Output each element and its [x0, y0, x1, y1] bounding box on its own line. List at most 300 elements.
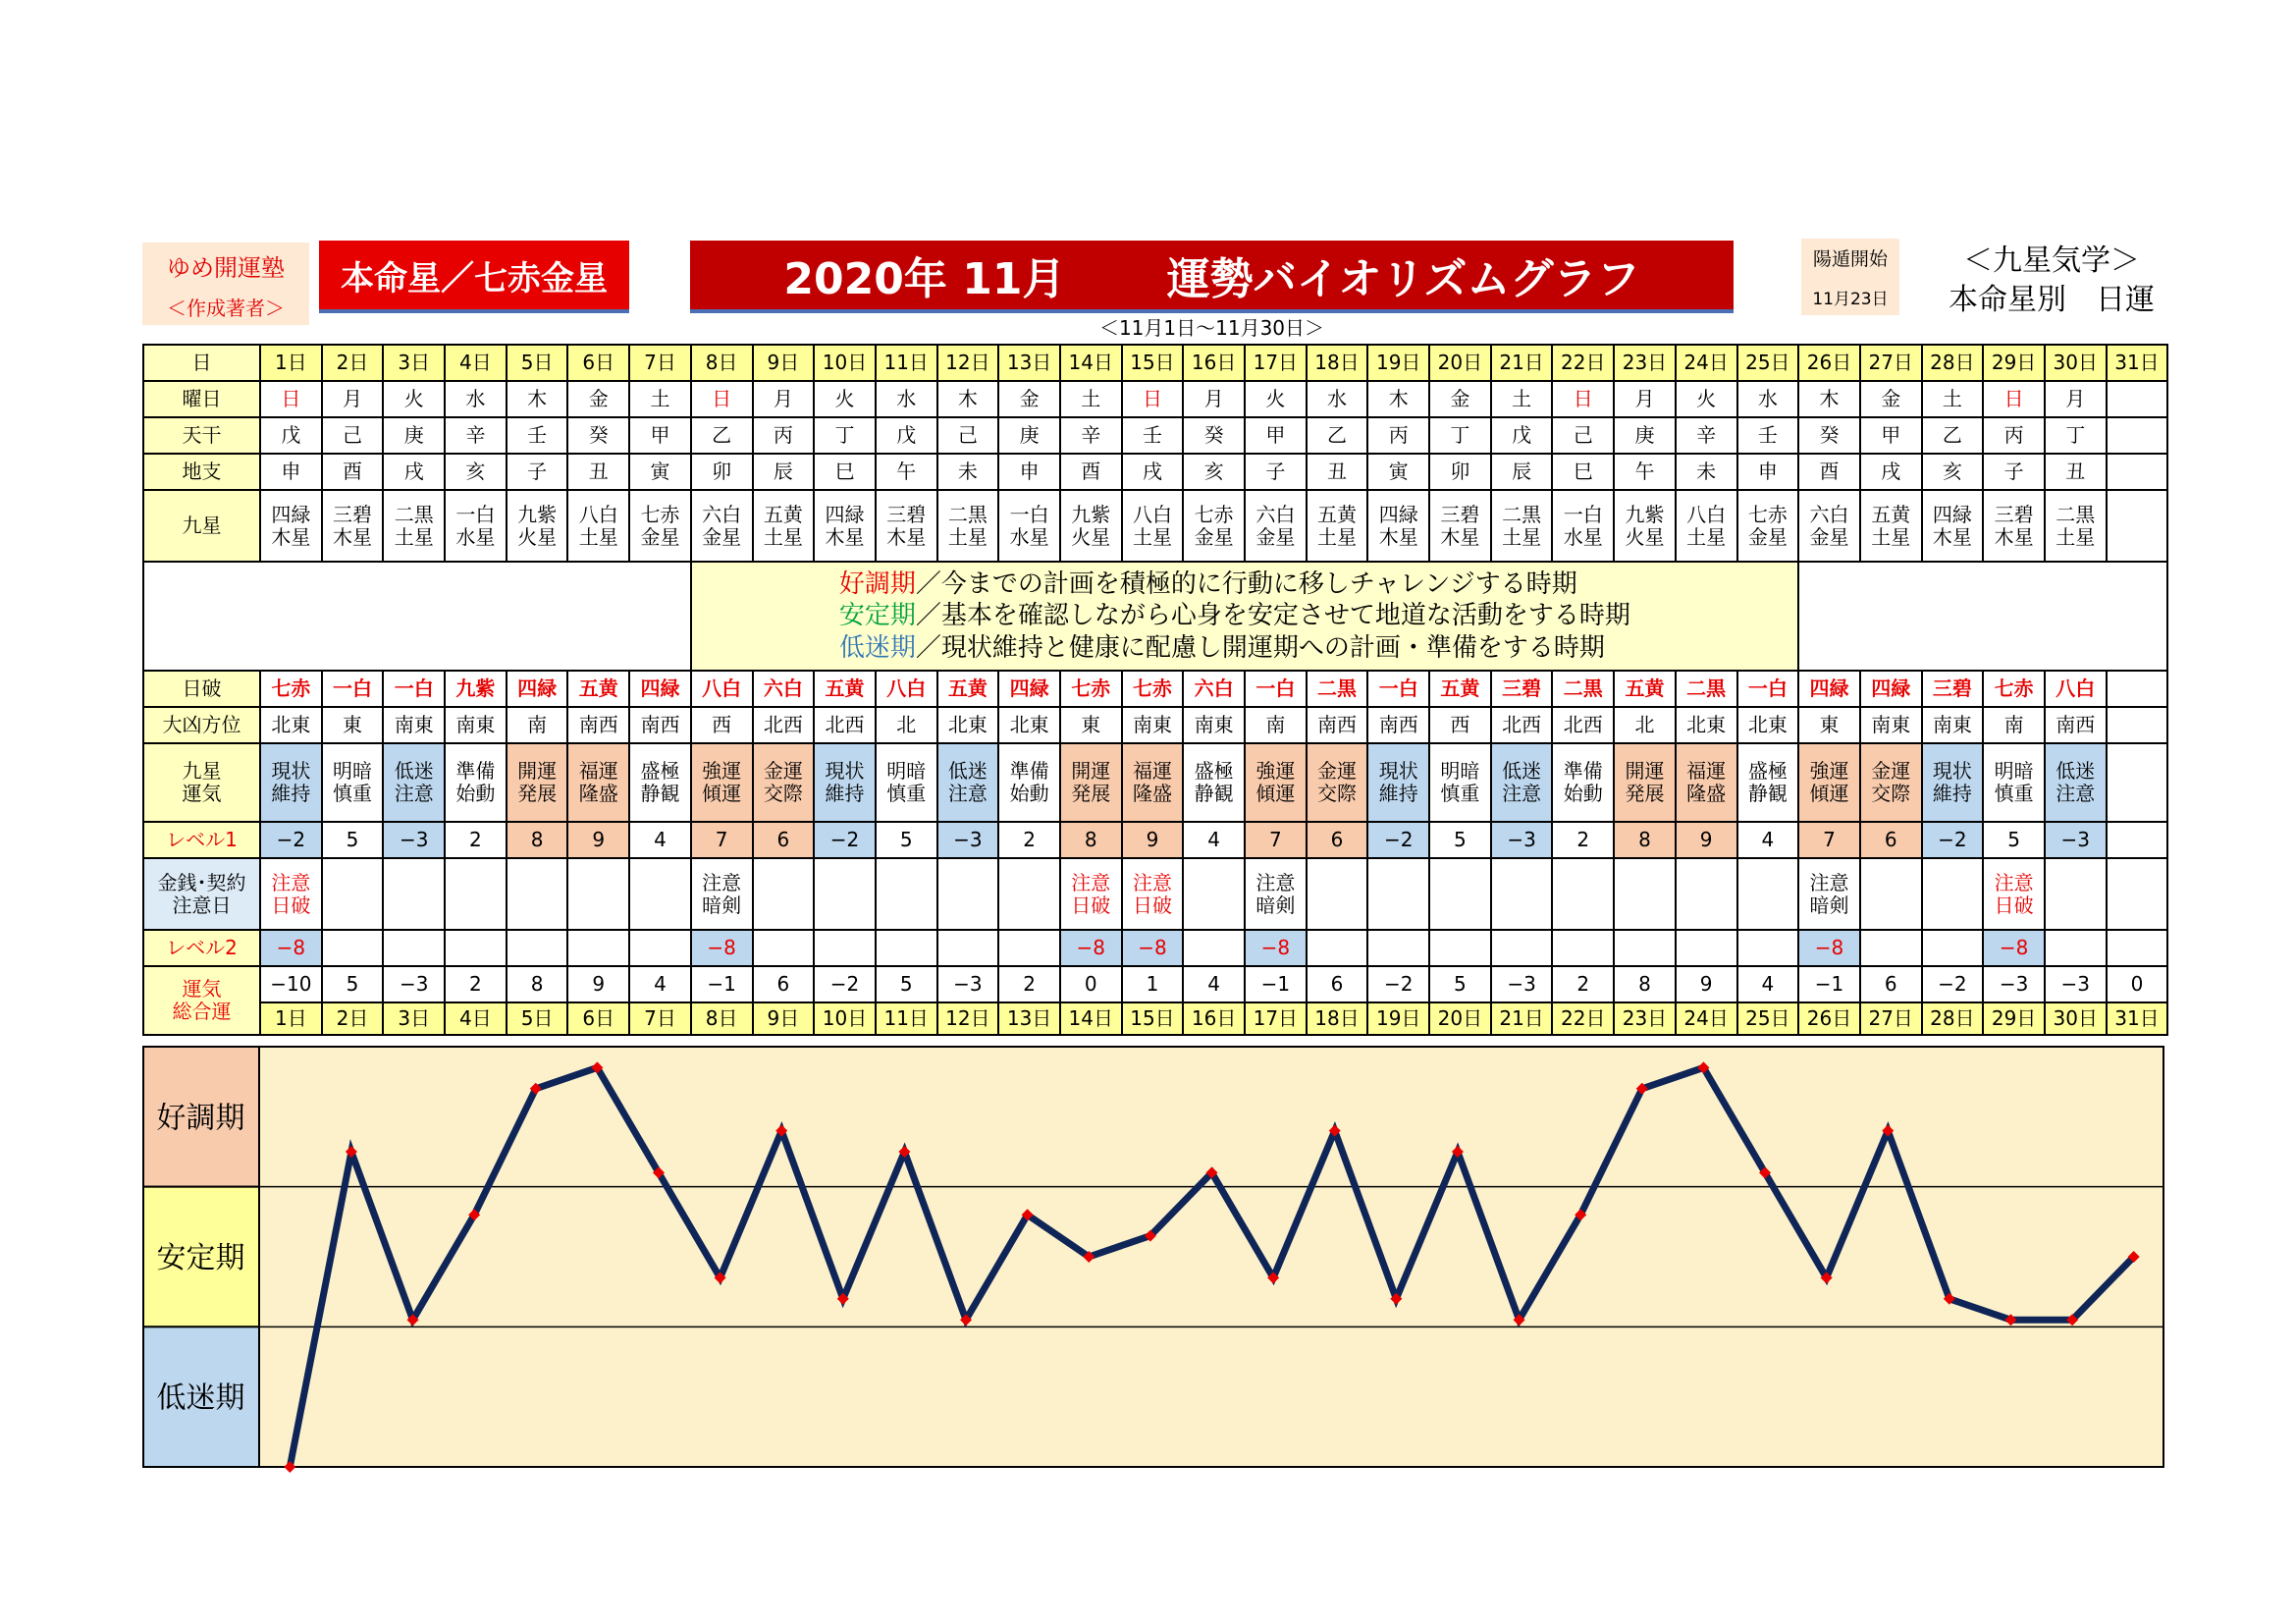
legend-term: 低迷期 — [838, 632, 916, 663]
direction-row-cell: 南東 — [1860, 707, 1922, 743]
kyusei-cell — [322, 490, 384, 562]
day-footer-cell: 20日 — [1429, 1002, 1491, 1035]
school-box — [142, 243, 309, 325]
chishi-row-cell: 酉 — [322, 454, 384, 490]
fortune-label — [143, 743, 260, 822]
cell-line-1: 開運 — [1625, 759, 1665, 783]
money-cell — [1307, 858, 1368, 930]
cell-line-2: 交際 — [1317, 782, 1358, 805]
tenkan-row-cell: 壬 — [1737, 417, 1799, 454]
weekday-row-cell: 水 — [1307, 381, 1368, 417]
day-footer-cell: 22日 — [1552, 1002, 1614, 1035]
cell-line-1: 現状 — [825, 759, 865, 783]
cell-line-1: 五黄 — [1871, 502, 1911, 526]
tenkan-row-cell: 乙 — [1307, 417, 1368, 454]
level2-cell: −8 — [1122, 930, 1184, 966]
kyusei-cell — [567, 490, 629, 562]
level1-cell: 5 — [1983, 822, 2045, 858]
level2-cell — [876, 930, 937, 966]
total-cell: 6 — [1860, 966, 1922, 1002]
day-row-cell: 5日 — [507, 345, 568, 381]
day-row-cell: 28日 — [1922, 345, 1984, 381]
chishi-row-cell: 丑 — [567, 454, 629, 490]
level1-cell: 5 — [322, 822, 384, 858]
cell-line-2: 総合運 — [172, 1000, 232, 1023]
level2-cell: −8 — [1245, 930, 1307, 966]
school-name: ゆめ開運塾 — [167, 254, 285, 282]
weekday-row-cell: 月 — [1614, 381, 1676, 417]
cell-line-2: 暗剣 — [1255, 893, 1296, 917]
tenkan-row-cell: 戊 — [876, 417, 937, 454]
cell-line-2: 隆盛 — [578, 782, 618, 805]
cell-line-1: 注意 — [271, 870, 311, 894]
day-row-cell: 12日 — [937, 345, 999, 381]
legend-line — [839, 632, 1797, 665]
weekday-row-cell: 日 — [691, 381, 753, 417]
chishi-row-cell: 寅 — [629, 454, 691, 490]
cell-line-2: 発展 — [517, 782, 558, 805]
tenkan-row-cell: 癸 — [1183, 417, 1245, 454]
direction-row-cell: 北西 — [753, 707, 815, 743]
tenkan-row-cell: 庚 — [1614, 417, 1676, 454]
cell-line-2: 日破 — [1071, 893, 1111, 917]
weekday-row-cell: 水 — [1737, 381, 1799, 417]
weekday-row-cell: 火 — [1676, 381, 1737, 417]
cell-line-1: 六白 — [702, 502, 742, 526]
chishi-row-cell: 亥 — [1183, 454, 1245, 490]
direction-row-cell: 北東 — [937, 707, 999, 743]
money-cell — [629, 858, 691, 930]
cell-line-1: 準備 — [1009, 759, 1049, 783]
day-footer-cell: 8日 — [691, 1002, 753, 1035]
tenkan-row-cell: 丁 — [814, 417, 876, 454]
chishi-row-cell: 申 — [260, 454, 322, 490]
cell-line-2: 維持 — [1932, 782, 1972, 805]
chishi-row-cell: 戌 — [383, 454, 445, 490]
money-cell — [260, 858, 322, 930]
nippa-row-cell: 八白 — [876, 671, 937, 707]
honmeisei-banner: 本命星／七赤金星 — [319, 241, 629, 313]
nippa-row-cell: 五黄 — [1429, 671, 1491, 707]
fortune-cell — [322, 743, 384, 822]
cell-line-2: 木星 — [886, 524, 927, 549]
cell-line-2: 木星 — [333, 524, 373, 549]
nippa-row-cell: 四緑 — [629, 671, 691, 707]
total-cell: −3 — [383, 966, 445, 1002]
weekday-label: 曜日 — [143, 381, 260, 417]
fortune-cell — [445, 743, 507, 822]
money-cell — [1491, 858, 1553, 930]
level1-cell: 9 — [1122, 822, 1184, 858]
day-footer-cell: 14日 — [1060, 1002, 1122, 1035]
money-cell — [322, 858, 384, 930]
level1-cell: −2 — [814, 822, 876, 858]
cell-line-1: 明暗 — [1994, 759, 2034, 783]
cell-line-1: 八白 — [578, 502, 618, 526]
direction-row-cell: 東 — [322, 707, 384, 743]
fortune-cell — [629, 743, 691, 822]
cell-line-1: 明暗 — [333, 759, 373, 783]
money-cell — [814, 858, 876, 930]
day-header-label: 日 — [143, 345, 260, 381]
money-cell — [1922, 858, 1984, 930]
weekday-row-cell: 木 — [1367, 381, 1429, 417]
day-row-cell: 1日 — [260, 345, 322, 381]
day-footer-cell: 11日 — [876, 1002, 937, 1035]
day-row-cell: 22日 — [1552, 345, 1614, 381]
level1-cell: 8 — [1614, 822, 1676, 858]
cell-line-1: 盛極 — [640, 759, 680, 783]
fortune-cell — [1860, 743, 1922, 822]
weekday-row-cell: 木 — [1798, 381, 1860, 417]
cell-line-2: 維持 — [1378, 782, 1418, 805]
day-footer-cell: 2日 — [322, 1002, 384, 1035]
day-footer-cell: 3日 — [383, 1002, 445, 1035]
cell-line-1: 八白 — [1132, 502, 1172, 526]
kyusei-cell — [1367, 490, 1429, 562]
cell-line-2: 隆盛 — [1686, 782, 1727, 805]
level2-cell — [1860, 930, 1922, 966]
kyusei-label: 九星 — [143, 490, 260, 562]
fortune-cell — [1922, 743, 1984, 822]
kyusei-cell — [1798, 490, 1860, 562]
total-cell: 8 — [507, 966, 568, 1002]
day-row-cell: 21日 — [1491, 345, 1553, 381]
money-cell — [937, 858, 999, 930]
cell-line-2: 土星 — [1871, 524, 1911, 549]
cell-line-1: 注意 — [1809, 870, 1849, 894]
weekday-row-cell: 木 — [507, 381, 568, 417]
day-row-cell: 2日 — [322, 345, 384, 381]
level2-cell — [445, 930, 507, 966]
cell-line-1: 九紫 — [1625, 502, 1665, 526]
fortune-cell — [937, 743, 999, 822]
day-footer-cell: 6日 — [567, 1002, 629, 1035]
level1-cell: 4 — [1183, 822, 1245, 858]
weekday-row-cell: 日 — [260, 381, 322, 417]
direction-label: 大凶方位 — [143, 707, 260, 743]
tenkan-row-cell: 丁 — [2045, 417, 2107, 454]
money-cell — [1429, 858, 1491, 930]
tenkan-row-cell: 辛 — [1676, 417, 1737, 454]
cell-line-2: 交際 — [763, 782, 803, 805]
tenkan-row-cell: 辛 — [1060, 417, 1122, 454]
money-cell — [1122, 858, 1184, 930]
chishi-row-cell: 亥 — [1922, 454, 1984, 490]
level2-cell — [1614, 930, 1676, 966]
cell-line-1: 一白 — [455, 502, 496, 526]
level2-cell — [1676, 930, 1737, 966]
day-row-cell: 27日 — [1860, 345, 1922, 381]
day-row-cell: 4日 — [445, 345, 507, 381]
cell-line-1: 盛極 — [1747, 759, 1788, 783]
cell-line-2: 水星 — [1009, 524, 1049, 549]
weekday-row-cell: 土 — [1491, 381, 1553, 417]
cell-line-1: 三碧 — [886, 502, 927, 526]
chishi-row-cell: 卯 — [1429, 454, 1491, 490]
total-cell: −1 — [1798, 966, 1860, 1002]
day-footer-cell: 27日 — [1860, 1002, 1922, 1035]
cell-line-1: 低迷 — [1502, 759, 1542, 783]
cell-line-2: 注意 — [947, 782, 988, 805]
cell-line-1: 九紫 — [1071, 502, 1111, 526]
tenkan-row-cell: 癸 — [1798, 417, 1860, 454]
fortune-cell — [998, 743, 1060, 822]
kyusei-cell — [1922, 490, 1984, 562]
level1-cell: 6 — [1307, 822, 1368, 858]
fortune-cell — [876, 743, 937, 822]
nippa-row-cell: 四緑 — [507, 671, 568, 707]
total-cell: 6 — [1307, 966, 1368, 1002]
tenkan-row-cell: 辛 — [445, 417, 507, 454]
cell-line-1: 一白 — [1009, 502, 1049, 526]
cell-line-2: 傾運 — [702, 782, 742, 805]
cell-line-2: 維持 — [271, 782, 311, 805]
total-cell: 9 — [567, 966, 629, 1002]
cell-line-2: 隆盛 — [1132, 782, 1172, 805]
tenkan-row-cell: 乙 — [691, 417, 753, 454]
nippa-row-cell: 一白 — [1367, 671, 1429, 707]
level1-cell: 7 — [1245, 822, 1307, 858]
nippa-row-cell: 二黒 — [1552, 671, 1614, 707]
cell-line-2: 水星 — [1563, 524, 1603, 549]
level2-cell — [814, 930, 876, 966]
biorhythm-chart — [142, 1041, 2164, 1473]
fortune-cell — [567, 743, 629, 822]
nippa-row-cell: 七赤 — [1983, 671, 2045, 707]
total-cell: −2 — [1922, 966, 1984, 1002]
total-row — [143, 966, 2167, 1002]
cell-line-1: 強運 — [702, 759, 742, 783]
cell-line-2: 金星 — [1809, 524, 1849, 549]
level1-cell: 2 — [998, 822, 1060, 858]
level2-cell — [1429, 930, 1491, 966]
total-cell: 6 — [753, 966, 815, 1002]
cell-line-1: 盛極 — [1194, 759, 1234, 783]
direction-row-cell: 南西 — [1307, 707, 1368, 743]
fortune-cell — [753, 743, 815, 822]
kyusei-cell — [445, 490, 507, 562]
chishi-row-cell: 卯 — [691, 454, 753, 490]
day-footer-cell: 17日 — [1245, 1002, 1307, 1035]
cell-line-2: 土星 — [763, 524, 803, 549]
chishi-row-cell: 午 — [1614, 454, 1676, 490]
page-title: 2020年 11月 運勢バイオリズムグラフ — [690, 241, 1734, 313]
day-row-cell: 11日 — [876, 345, 937, 381]
cell-line-1: 強運 — [1809, 759, 1849, 783]
level2-cell — [629, 930, 691, 966]
fortune-table — [142, 344, 2168, 1036]
direction-row-cell: 南東 — [1122, 707, 1184, 743]
money-cell — [2107, 858, 2168, 930]
money-row — [143, 858, 2167, 930]
band-label: 好調期 — [156, 1101, 245, 1136]
tenkan-row-cell: 己 — [937, 417, 999, 454]
money-cell — [691, 858, 753, 930]
direction-row-cell: 東 — [1060, 707, 1122, 743]
nippa-label: 日破 — [143, 671, 260, 707]
money-label — [143, 858, 260, 930]
cell-line-1: 明暗 — [886, 759, 927, 783]
kyusei-cell — [1614, 490, 1676, 562]
level2-cell — [1183, 930, 1245, 966]
money-cell — [998, 858, 1060, 930]
tenkan-row-cell: 己 — [322, 417, 384, 454]
level1-cell: −2 — [1922, 822, 1984, 858]
cell-line-1: 注意 — [1994, 870, 2034, 894]
cell-line-2: 発展 — [1625, 782, 1665, 805]
nippa-row-cell: 五黄 — [1614, 671, 1676, 707]
tenkan-row-cell: 甲 — [1245, 417, 1307, 454]
direction-row-cell: 南西 — [2045, 707, 2107, 743]
day-row-cell: 3日 — [383, 345, 445, 381]
nippa-row-cell: 二黒 — [1676, 671, 1737, 707]
kyusei-cell — [1737, 490, 1799, 562]
day-footer-cell: 4日 — [445, 1002, 507, 1035]
day-footer-row — [143, 1002, 2167, 1035]
fortune-cell — [1122, 743, 1184, 822]
cell-line-2: 木星 — [271, 524, 311, 549]
level2-cell — [1367, 930, 1429, 966]
level2-cell — [2045, 930, 2107, 966]
cell-line-1: 金運 — [1317, 759, 1358, 783]
chishi-row-cell — [2107, 454, 2168, 490]
legend-blank-left — [143, 562, 691, 671]
nippa-row-cell — [2107, 671, 2168, 707]
fortune-cell — [1491, 743, 1553, 822]
day-footer-cell: 23日 — [1614, 1002, 1676, 1035]
yoton-box — [1801, 239, 1899, 315]
chishi-row-cell: 戌 — [1860, 454, 1922, 490]
level2-row — [143, 930, 2167, 966]
level2-cell — [1307, 930, 1368, 966]
cell-line-1: 二黒 — [1502, 502, 1542, 526]
cell-line-2: 暗剣 — [702, 893, 742, 917]
cell-line-2: 傾運 — [1809, 782, 1849, 805]
money-cell — [1983, 858, 2045, 930]
tenkan-row-cell: 丙 — [1983, 417, 2045, 454]
level2-cell: −8 — [691, 930, 753, 966]
chishi-row-cell: 子 — [1983, 454, 2045, 490]
cell-line-2: 土星 — [578, 524, 618, 549]
kyusei-cell — [876, 490, 937, 562]
day-row-cell: 16日 — [1183, 345, 1245, 381]
cell-line-2: 注意 — [394, 782, 434, 805]
kyusei-cell — [1307, 490, 1368, 562]
weekday-row-cell: 土 — [629, 381, 691, 417]
yoton-label: 陽遁開始 — [1812, 248, 1888, 270]
cell-line-1: 準備 — [455, 759, 496, 783]
chishi-row-cell: 子 — [1245, 454, 1307, 490]
day-footer-cell: 25日 — [1737, 1002, 1799, 1035]
chishi-row-cell: 酉 — [1060, 454, 1122, 490]
cell-line-1: 九星 — [182, 759, 222, 783]
kyusei-cell — [1983, 490, 2045, 562]
fortune-cell — [814, 743, 876, 822]
fortune-cell — [1676, 743, 1737, 822]
cell-line-2: 注意日 — [172, 893, 232, 917]
legend-desc: ／基本を確認しながら心身を安定させて地道な活動をする時期 — [915, 601, 1630, 631]
cell-line-2: 木星 — [1932, 524, 1972, 549]
day-footer-cell: 5日 — [507, 1002, 568, 1035]
total-cell: 5 — [322, 966, 384, 1002]
tenkan-row-cell: 甲 — [1860, 417, 1922, 454]
cell-line-2: 静観 — [1747, 782, 1788, 805]
direction-row-cell: 北東 — [260, 707, 322, 743]
level2-cell: −8 — [1798, 930, 1860, 966]
weekday-row-cell: 日 — [1122, 381, 1184, 417]
kyusei-cell — [1060, 490, 1122, 562]
cell-line-2: 慎重 — [1440, 782, 1480, 805]
cell-line-2: 静観 — [1194, 782, 1234, 805]
day-row-cell: 29日 — [1983, 345, 2045, 381]
total-cell: 8 — [1614, 966, 1676, 1002]
fortune-cell — [507, 743, 568, 822]
level2-cell — [383, 930, 445, 966]
legend-line — [839, 600, 1797, 632]
day-row-cell: 13日 — [998, 345, 1060, 381]
level2-cell — [1737, 930, 1799, 966]
period-legend — [691, 562, 1798, 671]
money-cell — [1245, 858, 1307, 930]
cell-line-1: 八白 — [1686, 502, 1727, 526]
total-cell: 4 — [629, 966, 691, 1002]
level1-cell: 8 — [1060, 822, 1122, 858]
day-footer-cell: 24日 — [1676, 1002, 1737, 1035]
weekday-row-cell: 火 — [1245, 381, 1307, 417]
kyusei-cell — [260, 490, 322, 562]
chishi-row-cell: 戌 — [1122, 454, 1184, 490]
cell-line-2: 土星 — [1502, 524, 1542, 549]
level1-cell: 9 — [567, 822, 629, 858]
fortune-cell — [1614, 743, 1676, 822]
fortune-cell — [1552, 743, 1614, 822]
direction-row-cell — [2107, 707, 2168, 743]
cell-line-2: 土星 — [1132, 524, 1172, 549]
nippa-row-cell: 六白 — [1183, 671, 1245, 707]
level2-cell — [1922, 930, 1984, 966]
cell-line-1: 注意 — [1132, 870, 1172, 894]
direction-row-cell: 北西 — [814, 707, 876, 743]
level1-cell: −3 — [1491, 822, 1553, 858]
nippa-row-cell: 一白 — [1737, 671, 1799, 707]
weekday-row-cell: 月 — [2045, 381, 2107, 417]
level1-cell: 9 — [1676, 822, 1737, 858]
cell-line-1: 金運 — [1871, 759, 1911, 783]
cell-line-1: 福運 — [1132, 759, 1172, 783]
cell-line-1: 注意 — [1255, 870, 1296, 894]
cell-line-2: 金星 — [702, 524, 742, 549]
tenkan-row-cell: 癸 — [567, 417, 629, 454]
chishi-row-cell: 申 — [998, 454, 1060, 490]
tenkan-row — [143, 417, 2167, 454]
direction-row-cell: 南西 — [567, 707, 629, 743]
fortune-cell — [1060, 743, 1122, 822]
direction-row-cell: 北東 — [1676, 707, 1737, 743]
day-row-cell: 18日 — [1307, 345, 1368, 381]
cell-line-2: 土星 — [1317, 524, 1358, 549]
day-footer-cell: 13日 — [998, 1002, 1060, 1035]
weekday-row-cell: 木 — [937, 381, 999, 417]
tenkan-row-cell: 丙 — [753, 417, 815, 454]
direction-row-cell: 西 — [1429, 707, 1491, 743]
cell-line-1: 七赤 — [1194, 502, 1234, 526]
level2-cell — [998, 930, 1060, 966]
total-cell: 2 — [998, 966, 1060, 1002]
cell-line-2: 慎重 — [886, 782, 927, 805]
direction-row-cell: 南 — [1983, 707, 2045, 743]
fortune-cell — [2045, 743, 2107, 822]
